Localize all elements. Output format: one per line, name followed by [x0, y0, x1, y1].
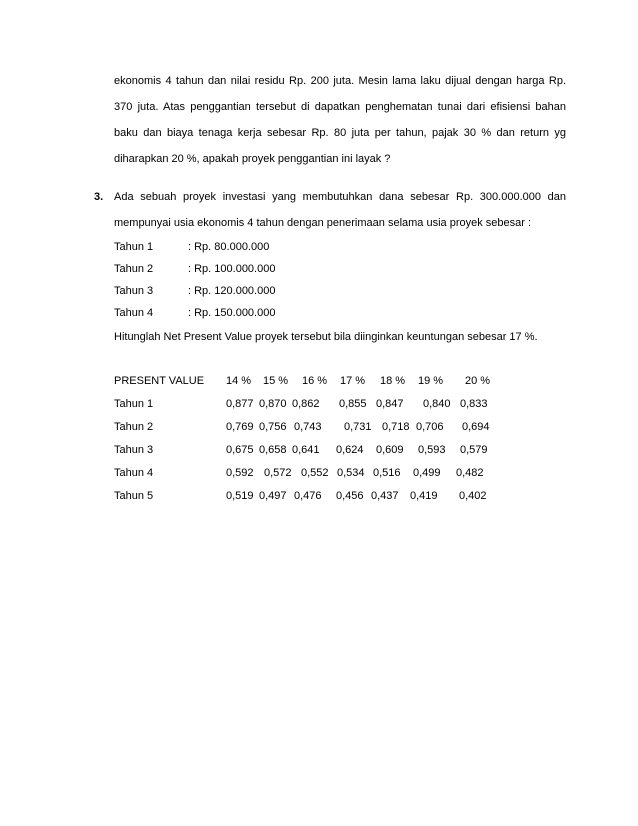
pv-header-label: PRESENT VALUE [114, 375, 205, 387]
pv-rate: 18 % [380, 375, 406, 387]
receipt-row [114, 258, 566, 280]
pv-cell: 0,456 [336, 490, 364, 502]
pv-cell: 0,870 [259, 398, 287, 410]
pv-rate: 17 % [340, 375, 366, 387]
pv-cell: 0,497 [259, 490, 287, 502]
pv-rate: 16 % [302, 375, 328, 387]
pv-cell: 0,499 [413, 467, 441, 479]
receipt-year: Tahun 1 [114, 241, 154, 253]
paragraph-line: Ada sebuah proyek investasi yang membutuhkan dana sebesar Rp. 300.000.000 dan [114, 191, 566, 203]
receipt-year: Tahun 3 [114, 285, 154, 297]
pv-cell: 0,718 [382, 421, 410, 433]
receipt-year: Tahun 2 [114, 263, 154, 275]
pv-cell: 0,624 [336, 444, 364, 456]
receipts-list [114, 236, 566, 324]
question-3-body [114, 184, 566, 350]
pv-row-label: Tahun 1 [114, 398, 154, 410]
present-value-table [114, 370, 534, 508]
paragraph-line: diharapkan 20 %, apakah proyek penggantian ini layak ? [114, 153, 391, 165]
pv-cell: 0,658 [259, 444, 287, 456]
pv-cell: 0,756 [259, 421, 287, 433]
paragraph-line: 370 juta. Atas penggantian tersebut di dapatkan penghematan tunai dari efisiensi bahan [114, 101, 566, 113]
paragraph-line: baku dan biaya tenaga kerja sebesar Rp. 80 juta per tahun, pajak 30 % dan return yg [114, 127, 566, 139]
pv-row [114, 485, 534, 508]
question-number: 3. [94, 191, 104, 203]
pv-cell: 0,482 [456, 467, 484, 479]
pv-cell: 0,877 [226, 398, 254, 410]
pv-cell: 0,862 [292, 398, 320, 410]
pv-cell: 0,592 [226, 467, 254, 479]
instruction-line: Hitunglah Net Present Value proyek tersebut bila diinginkan keuntungan sebesar 17 %. [114, 331, 538, 343]
receipt-amount: : Rp. 100.000.000 [188, 263, 276, 275]
pv-row [114, 416, 534, 439]
pv-cell: 0,419 [410, 490, 438, 502]
pv-cell: 0,641 [292, 444, 320, 456]
pv-row [114, 439, 534, 462]
pv-cell: 0,437 [371, 490, 399, 502]
receipt-amount: : Rp. 80.000.000 [188, 241, 270, 253]
pv-cell: 0,519 [226, 490, 254, 502]
pv-cell: 0,731 [344, 421, 372, 433]
pv-cell: 0,706 [416, 421, 444, 433]
pv-row-label: Tahun 5 [114, 490, 154, 502]
receipt-row [114, 236, 566, 258]
pv-cell: 0,402 [459, 490, 487, 502]
pv-row [114, 393, 534, 416]
receipt-row [114, 302, 566, 324]
pv-cell: 0,833 [460, 398, 488, 410]
pv-cell: 0,855 [339, 398, 367, 410]
pv-rate: 19 % [418, 375, 444, 387]
receipt-amount: : Rp. 150.000.000 [188, 307, 276, 319]
pv-row-label: Tahun 3 [114, 444, 154, 456]
pv-rate: 20 % [465, 375, 491, 387]
pv-cell: 0,743 [294, 421, 322, 433]
pv-cell: 0,769 [226, 421, 254, 433]
pv-row-label: Tahun 2 [114, 421, 154, 433]
pv-cell: 0,593 [418, 444, 446, 456]
intro-paragraph [114, 68, 566, 172]
pv-cell: 0,572 [264, 467, 292, 479]
pv-cell: 0,552 [301, 467, 329, 479]
pv-cell: 0,675 [226, 444, 254, 456]
pv-header-row [114, 370, 534, 393]
receipt-amount: : Rp. 120.000.000 [188, 285, 276, 297]
pv-rate: 14 % [226, 375, 252, 387]
paragraph-line: mempunyai usia ekonomis 4 tahun dengan penerimaan selama usia proyek sebesar : [114, 217, 532, 229]
pv-row [114, 462, 534, 485]
receipt-row [114, 280, 566, 302]
pv-cell: 0,516 [373, 467, 401, 479]
pv-cell: 0,840 [423, 398, 451, 410]
paragraph-line: ekonomis 4 tahun dan nilai residu Rp. 200 juta. Mesin lama laku dijual dengan harga Rp. [114, 75, 566, 87]
pv-row-label: Tahun 4 [114, 467, 154, 479]
pv-rate: 15 % [263, 375, 289, 387]
pv-cell: 0,579 [460, 444, 488, 456]
receipt-year: Tahun 4 [114, 307, 154, 319]
pv-cell: 0,476 [294, 490, 322, 502]
pv-cell: 0,534 [337, 467, 365, 479]
pv-cell: 0,609 [376, 444, 404, 456]
pv-cell: 0,694 [462, 421, 490, 433]
pv-cell: 0,847 [376, 398, 404, 410]
